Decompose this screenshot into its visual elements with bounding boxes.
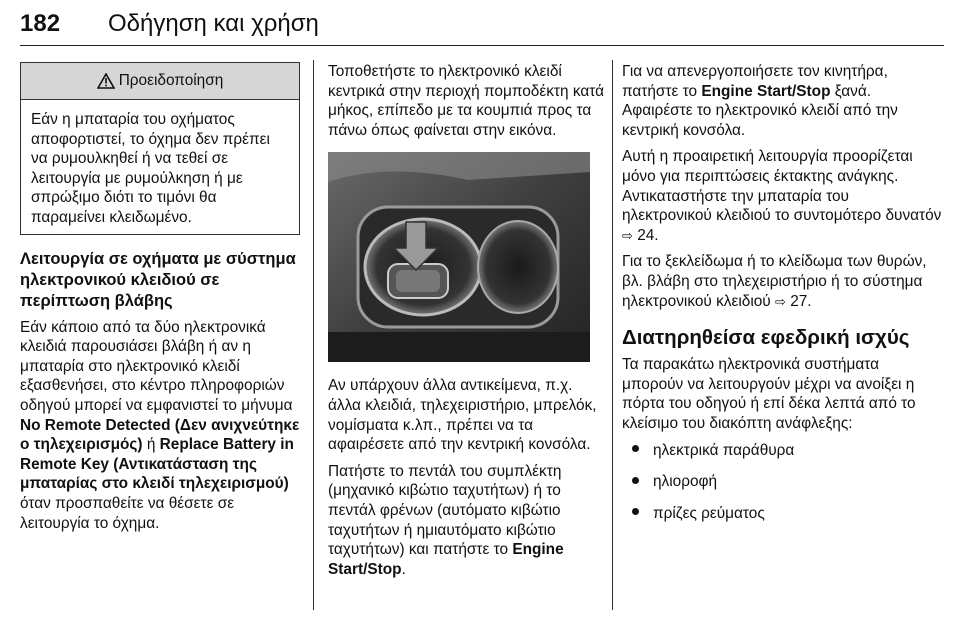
paragraph	[622, 252, 942, 311]
page-ref-icon: ⇨	[622, 227, 633, 243]
paragraph: Αν υπάρχουν άλλα αντικείμενα, π.χ. άλλα κλειδιά, τηλεχειριστήριο, μπρελόκ, νομίσματα κ.λπ., πρέπει να τα αφαιρέσετε από την κεντρική κονσόλα.	[328, 377, 597, 454]
warning-body	[21, 100, 299, 234]
section-heading: Λειτουργία σε οχήματα με σύστημα ηλεκτρονικού κλειδιού σε περίπτωση βλάβης	[20, 249, 296, 310]
section-heading: Διατηρηθείσα εφεδρική ισχύς	[622, 326, 910, 350]
paragraph	[20, 318, 300, 534]
column-left	[20, 62, 300, 540]
bullet-icon	[632, 508, 639, 515]
punctuation: .	[401, 560, 406, 578]
paragraph-text: Για το ξεκλείδωμα ή το κλείδωμα των θυρών, βλ. βλάβη στο τηλεχειριστήριο ή το σύστημα ηλεκτρονικού κλειδιού	[622, 253, 927, 310]
column-divider	[313, 60, 314, 610]
page-number: 182	[20, 10, 61, 37]
list-item	[622, 441, 942, 461]
list-item	[622, 472, 942, 492]
bullet-icon	[632, 445, 639, 452]
column-divider	[612, 60, 613, 610]
paragraph-text: Πατήστε το πεντάλ του συμπλέκτη (μηχανικό κιβώτιο ταχυτήτων) ή το πεντάλ φρένων (αυτόματο κιβώτιο ταχυτήτων ή ημιαυτόματο κιβώτιο ταχυτήτων) και πατήστε το	[328, 462, 562, 559]
page-reference: 24.	[637, 226, 659, 244]
page-title: Οδήγηση και χρήση	[108, 10, 319, 37]
bullet-icon	[632, 477, 639, 484]
page-reference: 27.	[790, 292, 812, 310]
list-item-text: πρίζες ρεύματος	[653, 504, 765, 522]
paragraph-text: όταν προσπαθείτε να θέσετε σε λειτουργία το όχημα.	[20, 494, 235, 532]
paragraph-text: Αυτή η προαιρετική λειτουργία προορίζεται μόνο για περιπτώσεις έκτακτης ανάγκης. Αντικαταστήστε την μπαταρία του ηλεκτρονικού κλειδιού το συντομότερο δυνατόν	[622, 148, 942, 225]
display-message: No Remote Detected (Δεν ανιχνεύτηκε ο τηλεχειρισμός)	[20, 416, 300, 454]
warning-triangle-icon	[97, 73, 115, 89]
list-item-text: ηλεκτρικά παράθυρα	[653, 441, 795, 459]
button-name: Engine Start/Stop	[328, 541, 564, 578]
display-message: Replace Battery in Remote Key (Αντικατάσταση της μπαταρίας στο κλειδί τηλεχειρισμού)	[20, 436, 294, 493]
conjunction-text: ή	[146, 436, 156, 454]
paragraph-text: ξανά. Αφαιρέστε το ηλεκτρονικό κλειδί από την κεντρική κονσόλα.	[622, 82, 898, 139]
warning-title: Προειδοποίηση	[118, 72, 224, 89]
paragraph-text: Για να απενεργοποιήσετε τον κινητήρα, πατήστε το	[622, 63, 888, 100]
list-item-text: ηλιοροφή	[653, 473, 718, 491]
bullet-list	[622, 441, 942, 524]
paragraph	[622, 62, 942, 140]
paragraph-text: Εάν κάποιο από τα δύο ηλεκτρονικά κλειδιά παρουσιάσει βλάβη ή αν η μπαταρία στο ηλεκτρονικό κλειδί εξασθενήσει, στο κέντρο πληροφοριών οδηγού μπορεί να εμφανιστεί το μήνυμα	[20, 318, 293, 414]
warning-header	[21, 63, 299, 100]
column-right	[622, 62, 942, 535]
list-item	[622, 504, 942, 524]
paragraph	[622, 147, 942, 245]
paragraph	[328, 462, 608, 580]
warning-box	[20, 62, 300, 235]
paragraph: Τα παρακάτω ηλεκτρονικά συστήματα μπορούν να λειτουργούν μέχρι να ανοίξει η πόρτα του οδηγού ή επί δέκα λεπτά από το κλείσιμο του διακόπτη ανάφλεξης:	[622, 356, 916, 432]
paragraph: Τοποθετήστε το ηλεκτρονικό κλειδί κεντρικά στην περιοχή πομποδέκτη κατά μήκος, επίπεδο με τα κουμπιά προς τα πάνω όπως φαίνεται στην εικόνα.	[328, 63, 605, 139]
column-middle	[328, 62, 608, 586]
header-rule	[20, 45, 944, 46]
page-header	[0, 0, 960, 46]
button-name: Engine Start/Stop	[701, 82, 831, 100]
warning-text: Εάν η μπαταρία του οχήματος αποφορτιστεί, το όχημα δεν πρέπει να ρυμουλκηθεί ή να τεθεί σε λειτουργία με ρυμούλκηση ή με σπρώξιμο διότι το τιμόνι θα παραμείνει κλειδωμένο.	[31, 111, 270, 226]
console-key-photo	[328, 152, 590, 362]
page-ref-icon: ⇨	[775, 293, 786, 309]
